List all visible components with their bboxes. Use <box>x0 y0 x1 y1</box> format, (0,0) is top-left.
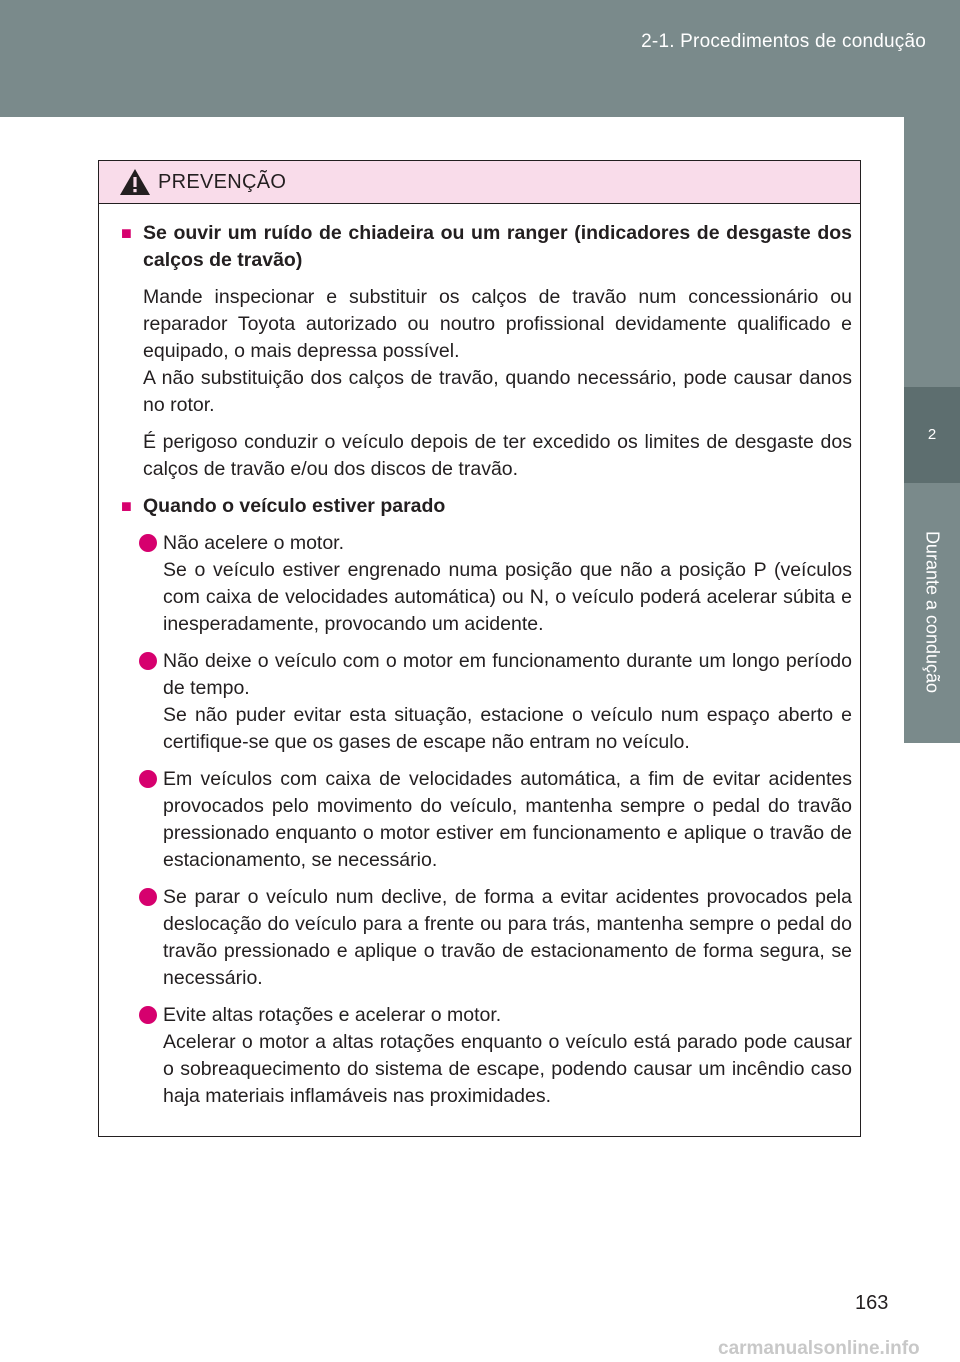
warning-title: PREVENÇÃO <box>158 170 287 193</box>
list-item: Não acelere o motor. Se o veículo estiver engrenado numa posição que não a posição P (veículos com caixa de velocidades automática) ou N, o veículo poderá acelerar súbita e inesperadamente, provocando um acidente. <box>121 530 852 638</box>
list-item: Não deixe o veículo com o motor em funcionamento durante um longo período de tempo. Se não puder evitar esta situação, estacione o veículo num espaço aberto e certifique-se que os gases de escape não entram no veículo. <box>121 648 852 756</box>
paragraph: Mande inspecionar e substituir os calços de travão num concessionário ou reparador Toyota autorizado ou noutro profissional devidamente qualificado e equipado, o mais depressa possível. A não substituição dos calços de travão, quando necessário, pode causar danos no rotor. <box>143 286 852 416</box>
warning-body <box>99 204 860 1110</box>
list-item: Em veículos com caixa de velocidades automática, a fim de evitar acidentes provocados pelo movimento do veículo, mantenha sempre o pedal do travão pressionado enquanto o motor estiver em funcionamento e aplique o travão de estacionamento, se necessário. <box>121 766 852 874</box>
square-bullet-icon: ■ <box>121 223 132 243</box>
watermark: carmanualsonline.info <box>718 1338 920 1359</box>
section-title: 2-1. Procedimentos de condução <box>641 31 926 52</box>
section-heading: ■ Quando o veículo estiver parado <box>121 493 852 520</box>
bullet-dot-icon <box>139 1006 157 1024</box>
square-bullet-icon: ■ <box>121 496 132 516</box>
bullet-dot-icon <box>139 770 157 788</box>
section-heading: ■ Se ouvir um ruído de chiadeira ou um ranger (indicadores de desgaste dos calços de travão) <box>121 220 852 274</box>
warning-header <box>99 161 860 204</box>
list-item: Evite altas rotações e acelerar o motor. Acelerar o motor a altas rotações enquanto o veículo está parado pode causar o sobreaquecimento do sistema de escape, podendo causar um incêndio caso haja materiais inflamáveis nas proximidades. <box>121 1002 852 1110</box>
paragraph: É perigoso conduzir o veículo depois de ter excedido os limites de desgaste dos calços de travão e/ou dos discos de travão. <box>143 431 852 480</box>
bullet-dot-icon <box>139 652 157 670</box>
chapter-label: Durante a condução <box>922 530 943 694</box>
chapter-number: 2 <box>904 387 960 483</box>
list-item: Se parar o veículo num declive, de forma a evitar acidentes provocados pela deslocação do veículo para a frente ou para trás, mantenha sempre o pedal do travão pressionado e aplique o travão de estacionamento de forma segura, se necessário. <box>121 884 852 992</box>
page-number: 163 <box>855 1292 889 1314</box>
side-tab-upper <box>904 117 960 387</box>
warning-box <box>98 160 861 1137</box>
header-band <box>0 0 960 117</box>
bullet-dot-icon <box>139 534 157 552</box>
warning-icon <box>119 168 151 196</box>
bullet-dot-icon <box>139 888 157 906</box>
